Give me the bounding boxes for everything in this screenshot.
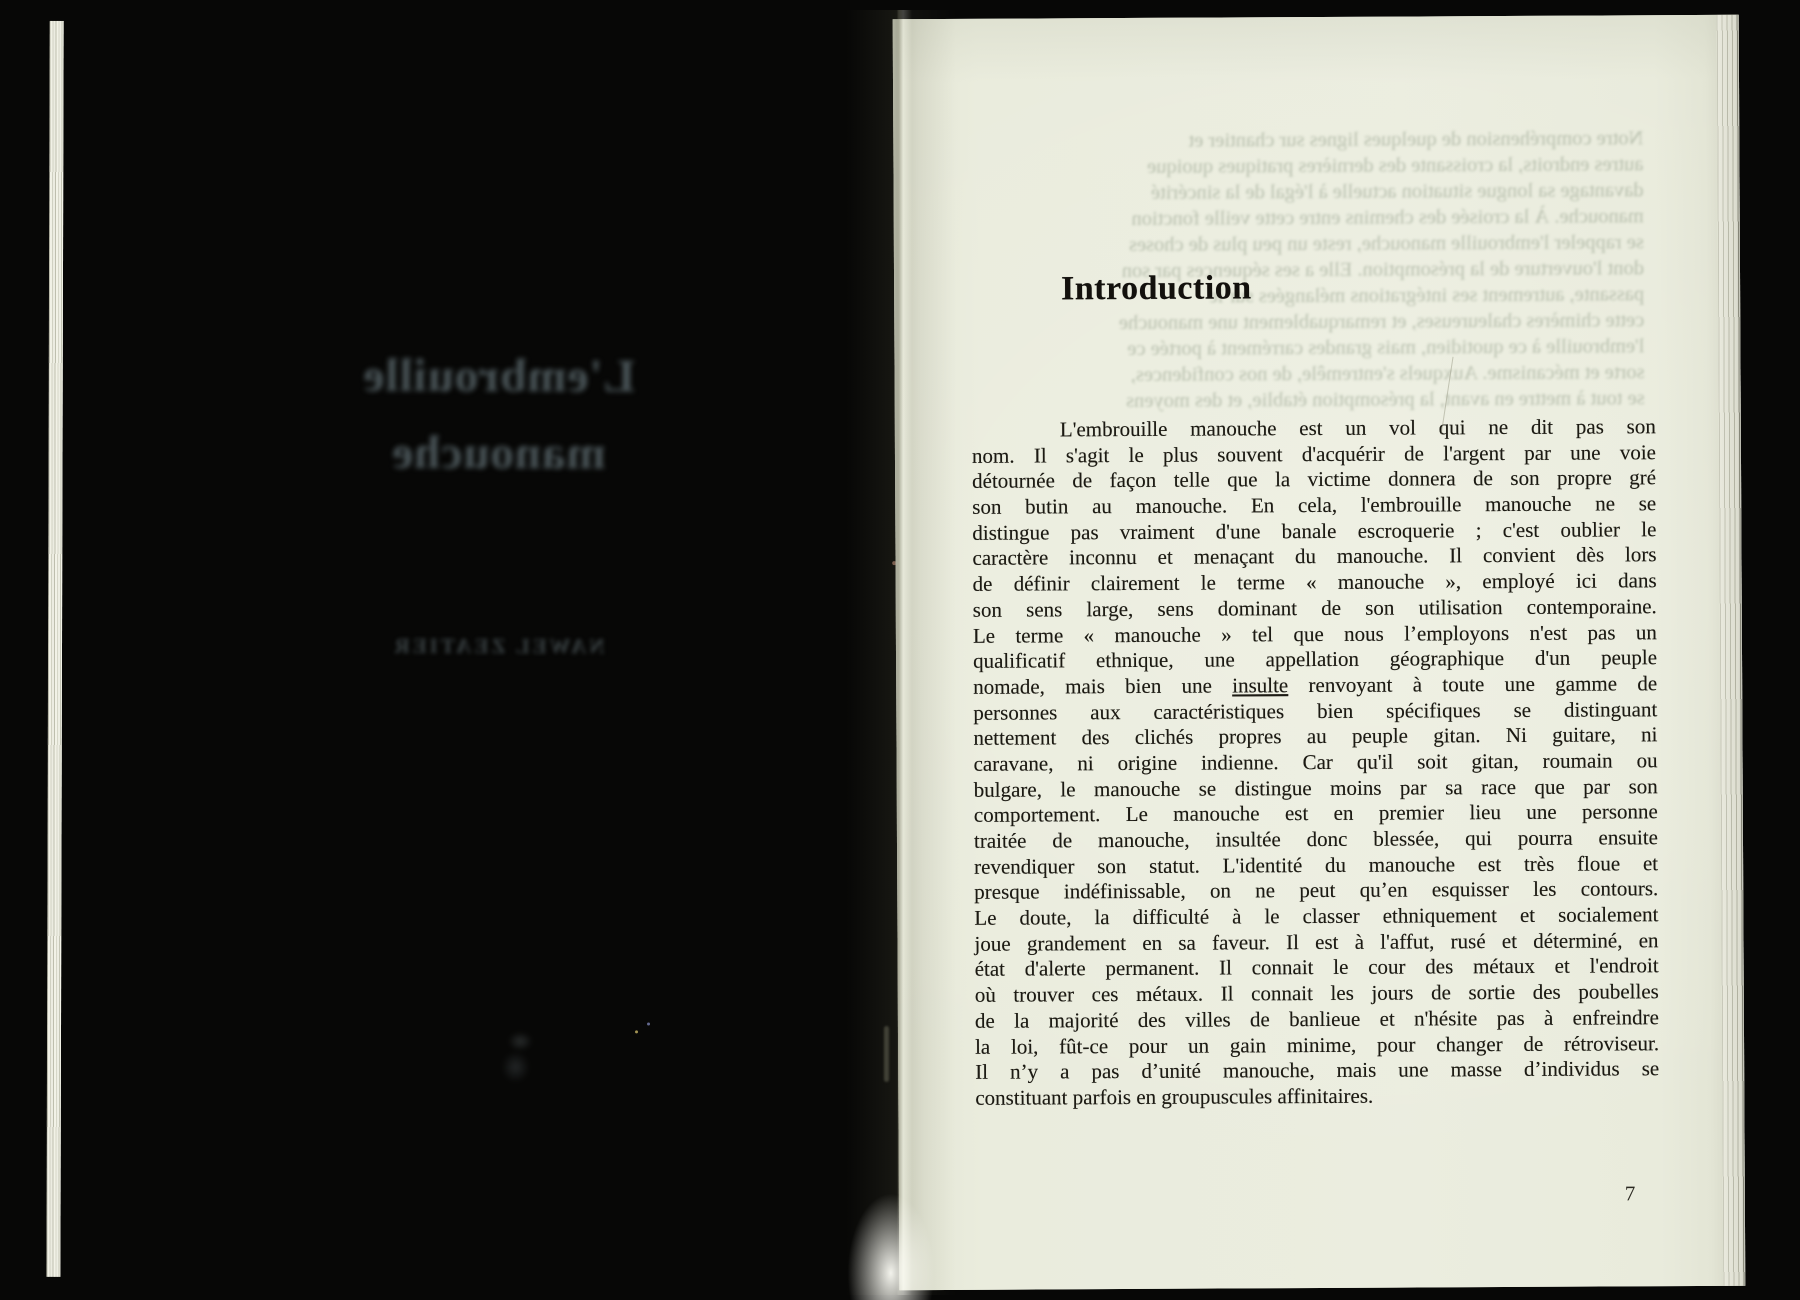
body-line: qualificatif ethnique, une appellation géographique d'un peuple xyxy=(972,645,1658,673)
body-line: son sens large, sens dominant de son utilisation contemporaine. xyxy=(972,594,1657,622)
body-line: revendiquer son statut. L'identité du manouche est très floue et xyxy=(974,850,1659,879)
body-line: détournée de façon telle que la victime donnera de son propre gré xyxy=(972,465,1657,494)
body-line: presque indéfinissable, on ne peut qu’en esquisser les contours. xyxy=(974,876,1659,905)
show-through-line: Notre compréhension de quelques lignes sur chantier et xyxy=(1188,127,1644,152)
body-line: nettement des clichés propres au peuple gitan. Ni guitare, ni xyxy=(973,722,1658,751)
show-through-line: l'embrouille à ce quotidien, mais grandes carrément à portée ce xyxy=(1127,335,1645,360)
show-through-line: dont l'ouverture de la présomption. Elle a ses séquences par son xyxy=(1121,257,1645,283)
show-through-line: autres endroits, la croissante des dernières pratiques quoique xyxy=(1146,153,1644,178)
show-through-line: se rappeler l'embrouille manouche, reste un peu plus de choses xyxy=(1128,231,1644,256)
body-line: comportement. Le manouche est en premier lieu une personne xyxy=(973,799,1658,828)
body-line-text: nomade, mais bien une xyxy=(973,673,1233,699)
right-page-sheet-edges xyxy=(1717,15,1746,1286)
body-line: de la majorité des villes de banlieue et n'hésite pas à enfreindre xyxy=(974,1005,1659,1033)
show-through-title-line2: manouche xyxy=(391,426,606,480)
body-line: son butin au manouche. En cela, l'embrouille manouche ne se xyxy=(972,491,1657,519)
show-through-line: davantage sa longue situation actuelle à l'égal de la sincérité xyxy=(1150,179,1644,204)
body-line: L'embrouille manouche est un vol qui ne dit pas son xyxy=(1059,414,1656,442)
paper-speck xyxy=(635,1030,638,1033)
body-line: joue grandement en sa faveur. Il est à l'affut, rusé et déterminé, en xyxy=(974,927,1659,956)
body-line: la loi, fût-ce pour un gain minime, pour changer de rétroviseur. xyxy=(974,1030,1660,1059)
show-through-line: sorte et mécanisme. Auxquels s'entremêle, de nos confidences, xyxy=(1130,361,1645,386)
body-line: état d'alerte permanent. Il connait le cour des métaux et l'endroit xyxy=(974,953,1659,982)
show-through-publisher-logo xyxy=(495,1028,541,1088)
body-line: traitée de manouche, insultée donc blessée, qui pourra ensuite xyxy=(973,825,1659,853)
body-line: personnes aux caractéristiques bien spécifiques se distinguant xyxy=(973,696,1658,725)
body-line: où trouver ces métaux. Il connait les jours de sortie des poubelles xyxy=(974,979,1659,1007)
body-line: de définir clairement le terme « manouche », employé ici dans xyxy=(972,568,1657,596)
body-text-block xyxy=(972,414,1660,1111)
show-through-book-title xyxy=(148,337,848,493)
body-line: Le terme « manouche » tel que nous l’employons n'est pas un xyxy=(972,619,1657,648)
body-line-text: renvoyant à toute une gamme de xyxy=(1288,671,1658,698)
show-through-author-name: NAWEL ZEATIER xyxy=(391,633,605,659)
paper-speck xyxy=(647,1022,650,1025)
body-line: caractère inconnu et menaçant du manouche. Il convient dès lors xyxy=(972,542,1657,571)
show-through-line: manouche. À la croisée des chemins entre cette veille fonction xyxy=(1131,205,1644,230)
show-through-line: se tout à mettre en avant, la présomption établie, et des moyens xyxy=(1126,387,1645,413)
right-page xyxy=(893,15,1746,1290)
body-line-with-underline xyxy=(973,671,1657,700)
body-line: distingue pas vraiment d'une banale escroquerie ; c'est oublier le xyxy=(972,516,1657,545)
underlined-word: insulte xyxy=(1232,673,1289,698)
left-page xyxy=(46,21,899,1279)
gutter-crease-mark xyxy=(884,1026,889,1082)
show-through-line: passante, autrement ses intégrations mélangées sur le xyxy=(1208,283,1645,308)
body-line: nom. Il s'agit le plus souvent d'acquérir de l'argent par une voie xyxy=(971,439,1657,468)
page-number: 7 xyxy=(1624,1181,1636,1206)
body-line: constituant parfois en groupuscules affinitaires. xyxy=(975,1083,1374,1110)
chapter-heading: Introduction xyxy=(1060,269,1252,308)
body-line: caravane, ni origine indienne. Car qu'il soit gitan, roumain ou xyxy=(973,748,1658,776)
body-line: Le doute, la difficulté à le classer ethniquement et socialement xyxy=(974,902,1659,930)
show-through-line: cette chimères chaleureuses, et remarquablement une manouche xyxy=(1118,309,1645,335)
left-page-sheet-edges xyxy=(46,21,63,1277)
show-through-title-line1: L'embrouille xyxy=(362,349,635,403)
body-line: Il n’y a pas d’unité manouche, mais une masse d’individus se xyxy=(975,1056,1660,1084)
body-line: bulgare, le manouche se distingue moins par sa race que par son xyxy=(973,773,1658,802)
